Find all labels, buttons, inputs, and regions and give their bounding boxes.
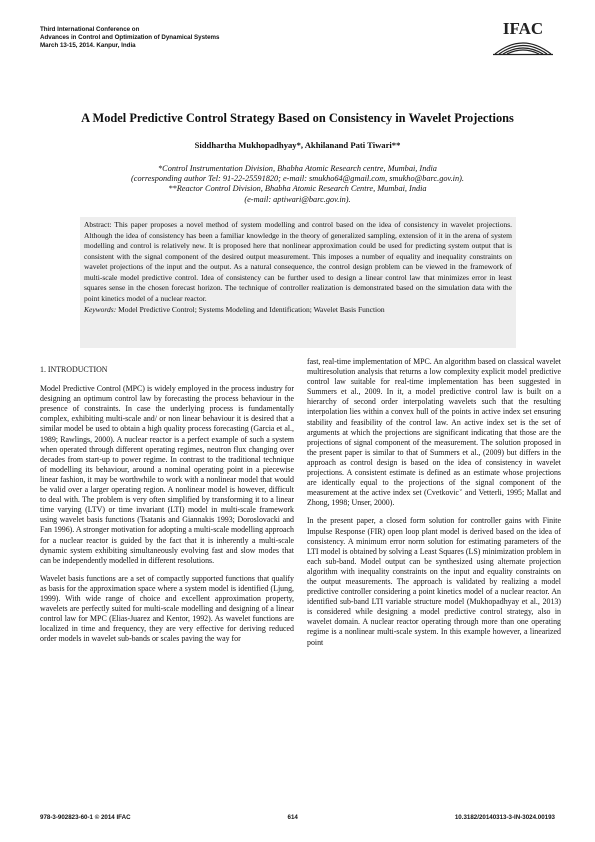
paper-authors: Siddhartha Mukhopadhyay*, Akhilanand Pati Tiwari**: [194, 140, 401, 150]
affiliations: [60, 164, 535, 205]
right-paragraph-2: In the present paper, a closed form solution for controller gains with Finite Impulse Response (FIR) open loop plant model is derived based on the idea of consistency. A minimum error norm solution for estimating parameters of the LTI model is obtained by solving a Least Squares (LS) minimization problem in each sub-band. Model output can be synthesized using alternate projection algorithm with inequality constraints on the input and equality constraints on the output measurements. The approach is validated by realizing a model predictive controller considering a point kinetics model of a nuclear reactor. An identified sub-band LTI variable structure model (Mukhopadhyay et al., 2013) is considered while designing a model predictive control strategy, also in wavelet domain. A nuclear reactor operating through more than one operating regime is a nonlinear multi-scale system. In this example however, a linearized point: [307, 516, 561, 647]
footer-isbn: 978-3-902823-60-1 © 2014 IFAC: [40, 814, 131, 821]
conference-line-3: March 13-15, 2014. Kanpur, India: [40, 42, 136, 49]
conference-line-2: Advances in Control and Optimization of Dynamical Systems: [40, 34, 220, 41]
affiliation-line-2: (corresponding author Tel: 91-22-25591820; e-mail: smukho64@gmail.com, smukho@barc.gov.in).: [131, 174, 464, 184]
ifac-logo-arcs: [493, 43, 553, 55]
keywords-text: Model Predictive Control; Systems Modeling and Identification; Wavelet Basis Function: [116, 305, 385, 314]
affiliation-line-4: (e-mail: aptiwari@barc.gov.in).: [244, 194, 351, 204]
affiliation-line-1: *Control Instrumentation Division, Bhabha Atomic Research centre, Mumbai, India: [158, 164, 437, 173]
conference-info: [40, 26, 219, 50]
conference-line-1: Third International Conference on: [40, 26, 140, 33]
keywords: [84, 305, 512, 316]
ifac-logo: [489, 18, 557, 58]
paper-title: A Model Predictive Control Strategy Based on Consistency in Wavelet Projections: [81, 111, 514, 125]
ifac-logo-text: IFAC: [502, 19, 544, 38]
abstract-text: Abstract: This paper proposes a novel method of system modelling and control based on the idea of consistency in wavelet projections. Although the idea of consistency has been a familiar knowledge in the theory of generalized sampling, extension of it in the arena of system modelling and control is relatively new. It is proposed here that nonlinear approximation could be used for predicting system output that is consistent with the signal component of the desired output measurement. This imposes a number of equality and inequality constraints on wavelet projections of the input and the output. As a natural consequence, the control design problem can be viewed in the framework of multi-scale model predictive control. Idea of consistency can be further used to design a linear control law that minimizes error in least squares sense in the chosen forecast horizon. The technique of controller realization is demonstrated based on the simulation data with the point kinetics model of a nuclear reactor.: [84, 220, 512, 303]
page-footer: [40, 814, 555, 821]
section-heading: 1. INTRODUCTION: [40, 365, 108, 374]
page-number: 614: [287, 814, 298, 821]
left-column: [40, 365, 294, 652]
left-paragraph-2: Wavelet basis functions are a set of compactly supported functions that qualify as basis for the approximation space where a system model is identified (Ljung, 1999). With wide range of choice and excellent approximation property, wavelets are perfectly suited for multi-scale modelling and designing of a linear control law for MPC (Elias-Juarez and Kentor, 1992). As wavelet functions are localized in time and frequency, they are very effective for deriving reduced order models in wavelet sub-bands or scales paving the way for: [40, 573, 294, 644]
right-column: [307, 357, 561, 656]
affiliation-line-3: **Reactor Control Division, Bhabha Atomic Research Centre, Mumbai, India: [168, 184, 427, 194]
footer-doi: 10.3182/20140313-3-IN-3024.00193: [454, 814, 555, 821]
abstract-box: [80, 217, 516, 348]
left-paragraph-1: Model Predictive Control (MPC) is widely employed in the process industry for designing an optimum control law by forecasting the process behaviour in the presence of constraints. In case the underlying process is fundamentally complex, exhibiting multi-scale and/ or non linear behaviour it is desired that a similar model be used to obtain a high quality process forecasting (Garcia et al., 1989; Rawlings, 2000). A nuclear reactor is a perfect example of such a system when operated through different operating regimes, neutron flux changing over decades from start-up to power regime. In contrast to the traditional technique of modelling its behaviour, around a nominal operating point in a piecewise linear fashion, it may be worthwhile to work with a nonlinear model that would be valid over a larger operating region. A nonlinear model is however, difficult to deal with. The problem is very often simplified by transforming it to a linear time varying (LTV) or time invariant (LTI) model in multi-scale framework using wavelet basis functions (Tsatanis and Giannakis 1993; Doroslovacki and Fan 1996). A stronger motivation for adopting a multi-scale modelling approach for a nuclear reactor is guided by the fact that it is inherently a multi-scale dynamic system exhibiting simultaneously evolving fast and slow modes that can be independently modelled in different resolutions.: [40, 384, 294, 565]
ifac-logo-graphic: [489, 18, 557, 58]
right-paragraph-1: fast, real-time implementation of MPC. An algorithm based on classical wavelet multiresolution analysis that returns a low complexity explicit model predictive control law suitable for real-time implementation has been suggested in Summers et al., 2009. In it, a model predictive control law is built on a hierarchy of second order interpolating wavelets such that the resulting interpolation lies within a convex hull of the points in active index set ensuring stability and feasibility of the control law. An active index set is the set of arguments at which the projections are significant indicating that those are the projections of signal component of the measurement. The solution proposed in the present paper is similar to that of Summers et al., (2009) but differs in the approach as control design is based on the idea of consistency in wavelet projections. A consistent estimate is defined as an estimate whose projections are identically equal to the projections of the signal component of the measurement at the active index set (Cvetkovicˇ and Vetterli, 1995; Mallat and Zhong, 1998; Unser, 2000).: [307, 357, 561, 508]
keywords-label: Keywords:: [84, 305, 117, 314]
